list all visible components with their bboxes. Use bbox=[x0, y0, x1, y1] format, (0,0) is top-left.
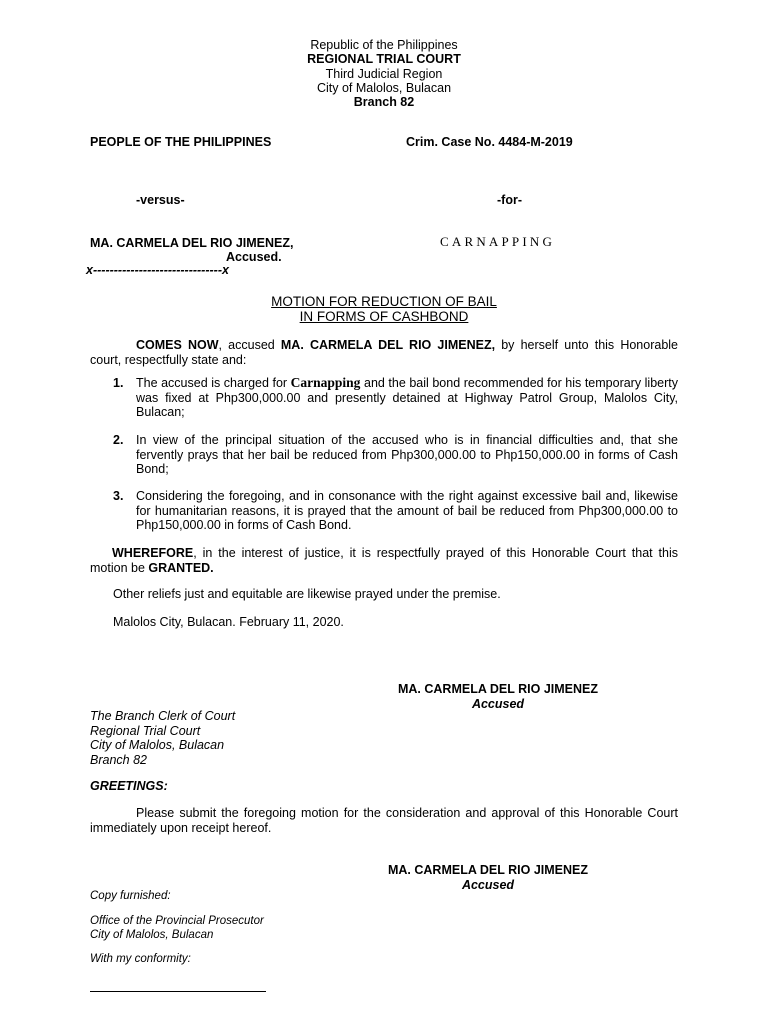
item-text: Considering the foregoing, and in consonance with the right against excessive bail and, likewise for humanitarian reasons, it is prayed that the amount of bail be reduced from Php300,000.00 to Php150,000.00 in forms of Cash Bond. bbox=[136, 489, 678, 532]
conformity: With my conformity: bbox=[90, 953, 191, 965]
addressee-line: City of Malolos, Bulacan bbox=[90, 738, 225, 752]
other-reliefs: Other reliefs just and equitable are likewise prayed under the premise. bbox=[113, 587, 501, 601]
for-label: -for- bbox=[497, 193, 522, 207]
signatory-name: MA. CARMELA DEL RIO JIMENEZ bbox=[387, 863, 588, 877]
title-line-2: IN FORMS OF CASHBOND bbox=[299, 309, 469, 324]
header-republic: Republic of the Philippines bbox=[310, 38, 458, 52]
addressee-block bbox=[90, 709, 235, 767]
intro-lead: COMES NOW bbox=[136, 338, 219, 352]
prayer-granted: GRANTED. bbox=[148, 560, 214, 575]
item-text bbox=[136, 376, 678, 420]
item-text: In view of the principal situation of the accused who is in financial difficulties and, that she fervently prays that her bail be reduced from Php300,000.00 to Php150,000.00 in forms of Cash Bond; bbox=[136, 433, 678, 476]
signature-block bbox=[370, 682, 626, 711]
item-text-pre: The accused is charged for bbox=[136, 376, 291, 390]
header-region: Third Judicial Region bbox=[325, 66, 443, 81]
header-court: REGIONAL TRIAL COURT bbox=[307, 52, 461, 67]
item-emphasis: Carnapping bbox=[290, 375, 361, 390]
signatory-role: Accused bbox=[461, 877, 515, 892]
signature-line bbox=[90, 991, 266, 992]
addressee-line: The Branch Clerk of Court bbox=[90, 709, 236, 723]
caption-separator: x-------------------------------x bbox=[86, 263, 229, 277]
greetings: GREETINGS: bbox=[90, 779, 168, 793]
plaintiff: PEOPLE OF THE PHILIPPINES bbox=[90, 135, 272, 149]
case-number: Crim. Case No. 4484-M-2019 bbox=[406, 135, 573, 149]
item-text-post: and the bail bond recommended for his temporary liberty was fixed at Php300,000.00 and presently detained at Highway Patrol Group, Malolos City, Bulacan; bbox=[136, 376, 678, 419]
prosecutor-line: City of Malolos, Bulacan bbox=[90, 929, 214, 941]
place-date: Malolos City, Bulacan. February 11, 2020. bbox=[113, 615, 344, 629]
intro-name: MA. CARMELA DEL RIO JIMENEZ, bbox=[280, 338, 496, 352]
prayer-paragraph bbox=[90, 546, 678, 575]
accused-label: Accused. bbox=[226, 250, 282, 264]
signature-block bbox=[360, 863, 616, 892]
item-number: 1. bbox=[113, 376, 124, 390]
intro-text-2: by herself unto this Honorable court, respectfully state and: bbox=[90, 338, 679, 367]
item-number: 3. bbox=[113, 489, 124, 503]
addressee-line: Branch 82 bbox=[90, 752, 147, 767]
header-city: City of Malolos, Bulacan bbox=[316, 80, 452, 95]
item-number: 2. bbox=[113, 433, 124, 447]
intro-paragraph bbox=[90, 338, 678, 367]
prayer-text: , in the interest of justice, it is respectfully prayed of this Honorable Court that this motion be bbox=[90, 546, 678, 575]
court-header bbox=[0, 38, 768, 109]
offense: CARNAPPING bbox=[440, 234, 556, 249]
document-title bbox=[0, 294, 768, 324]
prosecutor-line: Office of the Provincial Prosecutor bbox=[90, 915, 264, 927]
versus-label: -versus- bbox=[136, 193, 185, 207]
accused-name: MA. CARMELA DEL RIO JIMENEZ, bbox=[90, 236, 294, 250]
addressee-line: Regional Trial Court bbox=[90, 723, 201, 738]
intro-text-1: , accused bbox=[218, 338, 281, 352]
title-line-1: MOTION FOR REDUCTION OF BAIL bbox=[271, 294, 497, 309]
copy-furnished: Copy furnished: bbox=[90, 890, 171, 902]
prosecutor-block bbox=[90, 914, 264, 942]
prayer-lead: WHEREFORE bbox=[112, 546, 194, 560]
notice-paragraph: Please submit the foregoing motion for the consideration and approval of this Honorable Court immediately upon receipt hereof. bbox=[90, 806, 678, 835]
signatory-role: Accused bbox=[471, 696, 525, 711]
header-branch: Branch 82 bbox=[353, 95, 415, 110]
signatory-name: MA. CARMELA DEL RIO JIMENEZ bbox=[397, 682, 598, 696]
